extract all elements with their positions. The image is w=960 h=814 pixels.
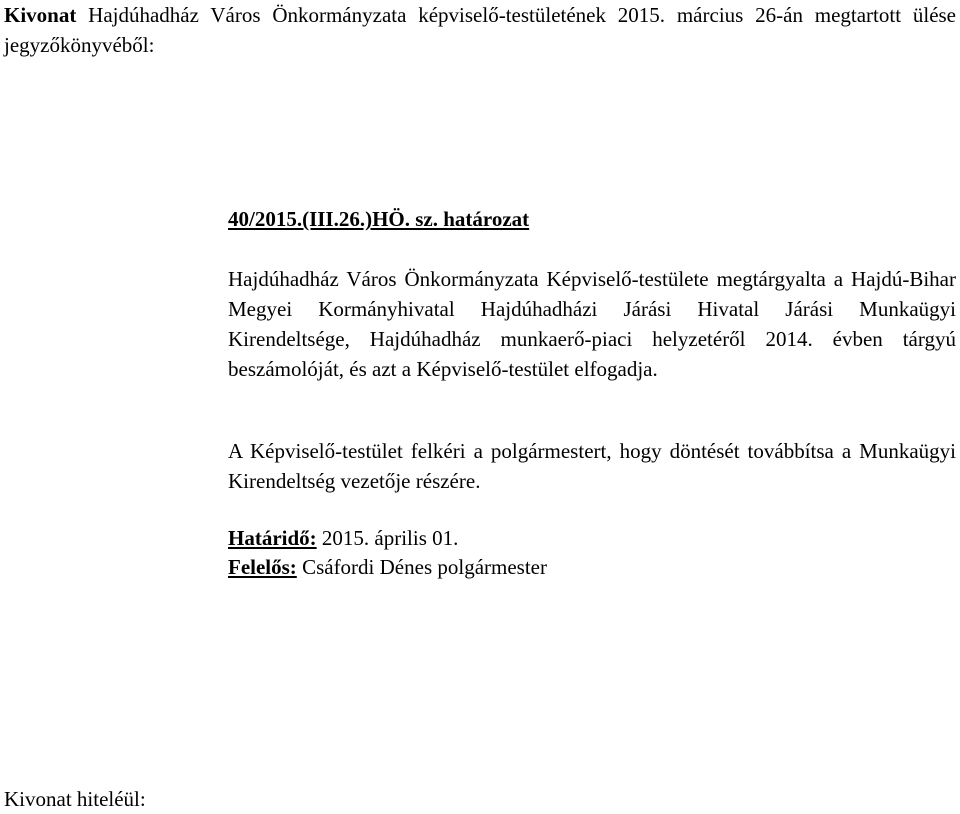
responsible-label: Felelős:	[228, 555, 297, 579]
resolution-number: 40/2015.(III.26.)HÖ. sz. határozat	[228, 207, 530, 231]
body-paragraph-2: A Képviselő-testület felkéri a polgármestert, hogy döntését továbbítsa a Munkaügyi Kirendeltség vezetője részére.	[228, 439, 956, 493]
deadline-label: Határidő:	[228, 526, 317, 550]
deadline-value: 2015. április 01.	[316, 526, 459, 550]
responsible-line	[228, 552, 547, 582]
certification-footer: Kivonat hiteléül:	[4, 787, 146, 811]
body-paragraph-1: Hajdúhadház Város Önkormányzata Képviselő-testülete megtárgyalta a Hajdú-Bihar Megyei Kormányhivatal Hajdúhadházi Járási Hivatal Járási Munkaügyi Kirendeltsége, Hajdúhadház munkaerő-piaci helyzetéről 2014. évben tárgyú beszámolóját, és azt a Képviselő-testület elfogadja.	[228, 267, 956, 381]
header-prefix: Kivonat	[4, 3, 77, 27]
responsible-value: Csáfordi Dénes polgármester	[296, 555, 547, 579]
deadline-line	[228, 523, 458, 553]
header-text: Hajdúhadház Város Önkormányzata képviselő-testületének 2015. március 26-án megtartott ülése jegyzőkönyvéből:	[4, 3, 957, 57]
document-header	[4, 0, 956, 60]
